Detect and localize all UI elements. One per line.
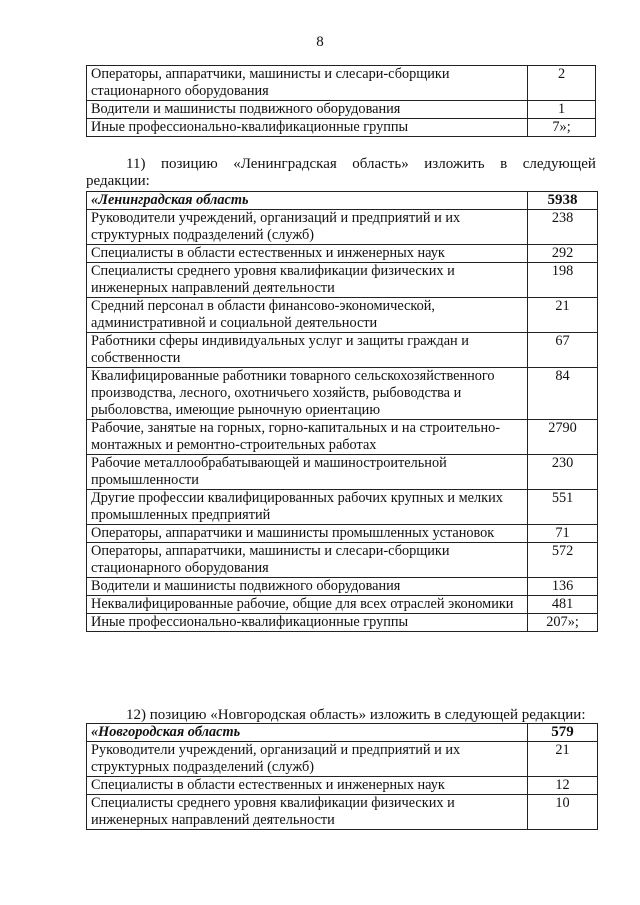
table-row [87, 742, 598, 777]
table-row [87, 596, 598, 614]
row-value: 230 [528, 455, 598, 490]
table-row [87, 578, 598, 596]
table-leningrad [86, 191, 598, 632]
row-value: 10 [528, 795, 598, 830]
table-row [87, 490, 598, 525]
para11-word: позицию [160, 156, 218, 172]
para11-word: 11) [126, 156, 146, 172]
row-value: 198 [528, 263, 598, 298]
row-label: Операторы, аппаратчики, машинисты и слесари-сборщики стационарного оборудования [87, 543, 528, 578]
region-name: «Новгородская область [87, 724, 528, 742]
row-value: 2 [528, 66, 596, 101]
row-value: 572 [528, 543, 598, 578]
table-top [86, 65, 596, 137]
table-row [87, 543, 598, 578]
row-value: 481 [528, 596, 598, 614]
table-row [87, 101, 596, 119]
row-value: 238 [528, 210, 598, 245]
para11-word: область» [352, 156, 409, 172]
paragraph-12: 12) позицию «Новгородская область» изложить в следующей редакции: [126, 707, 586, 723]
row-label: Средний персонал в области финансово-экономической, административной и социальной деятельности [87, 298, 528, 333]
row-value: 207»; [528, 614, 598, 632]
row-label: Другие профессии квалифицированных рабочих крупных и мелких промышленных предприятий [87, 490, 528, 525]
row-value: 292 [528, 245, 598, 263]
table-row [87, 525, 598, 543]
row-label: Квалифицированные работники товарного сельскохозяйственного производства, лесного, охотничьего хозяйств, рыбоводства и рыболовства, имеющие рыночную ориентацию [87, 368, 528, 420]
row-value: 71 [528, 525, 598, 543]
row-label: Работники сферы индивидуальных услуг и защиты граждан и собственности [87, 333, 528, 368]
table-row [87, 777, 598, 795]
para11-word: «Ленинградская [233, 156, 337, 172]
table-header-row [87, 724, 598, 742]
paragraph-11-line2: редакции: [86, 173, 150, 189]
row-label: Водители и машинисты подвижного оборудования [87, 578, 528, 596]
row-label: Операторы, аппаратчики и машинисты промышленных установок [87, 525, 528, 543]
para11-word: в [500, 156, 508, 172]
table-row [87, 455, 598, 490]
table-row [87, 263, 598, 298]
row-label: Специалисты в области естественных и инженерных наук [87, 777, 528, 795]
region-total: 579 [528, 724, 598, 742]
table-row [87, 368, 598, 420]
row-value: 84 [528, 368, 598, 420]
table-row [87, 298, 598, 333]
table-row [87, 420, 598, 455]
table-row [87, 333, 598, 368]
table-novgorod [86, 723, 598, 830]
row-label: Иные профессионально-квалификационные группы [87, 614, 528, 632]
page-number: 8 [316, 34, 324, 50]
para11-word: следующей [522, 156, 596, 172]
table-row [87, 210, 598, 245]
paragraph-11 [86, 156, 596, 190]
para11-word: изложить [424, 156, 485, 172]
table-header-row [87, 192, 598, 210]
row-label: Водители и машинисты подвижного оборудования [87, 101, 528, 119]
row-label: Специалисты среднего уровня квалификации физических и инженерных направлений деятельности [87, 795, 528, 830]
table-row [87, 795, 598, 830]
row-value: 136 [528, 578, 598, 596]
row-value: 2790 [528, 420, 598, 455]
row-label: Неквалифицированные рабочие, общие для всех отраслей экономики [87, 596, 528, 614]
row-label: Операторы, аппаратчики, машинисты и слесари-сборщики стационарного оборудования [87, 66, 528, 101]
region-name: «Ленинградская область [87, 192, 528, 210]
row-value: 551 [528, 490, 598, 525]
table-row [87, 119, 596, 137]
row-label: Иные профессионально-квалификационные группы [87, 119, 528, 137]
paragraph-11-line1 [86, 156, 596, 173]
row-label: Руководители учреждений, организаций и предприятий и их структурных подразделений (служб) [87, 742, 528, 777]
table-row [87, 66, 596, 101]
row-label: Рабочие, занятые на горных, горно-капитальных и на строительно-монтажных и ремонтно-строительных работах [87, 420, 528, 455]
row-label: Руководители учреждений, организаций и предприятий и их структурных подразделений (служб) [87, 210, 528, 245]
row-value: 21 [528, 298, 598, 333]
row-label: Специалисты среднего уровня квалификации физических и инженерных направлений деятельности [87, 263, 528, 298]
row-value: 21 [528, 742, 598, 777]
row-value: 12 [528, 777, 598, 795]
row-value: 7»; [528, 119, 596, 137]
row-value: 1 [528, 101, 596, 119]
row-value: 67 [528, 333, 598, 368]
region-total: 5938 [528, 192, 598, 210]
table-row [87, 245, 598, 263]
row-label: Рабочие металлообрабатывающей и машиностроительной промышленности [87, 455, 528, 490]
table-row [87, 614, 598, 632]
row-label: Специалисты в области естественных и инженерных наук [87, 245, 528, 263]
